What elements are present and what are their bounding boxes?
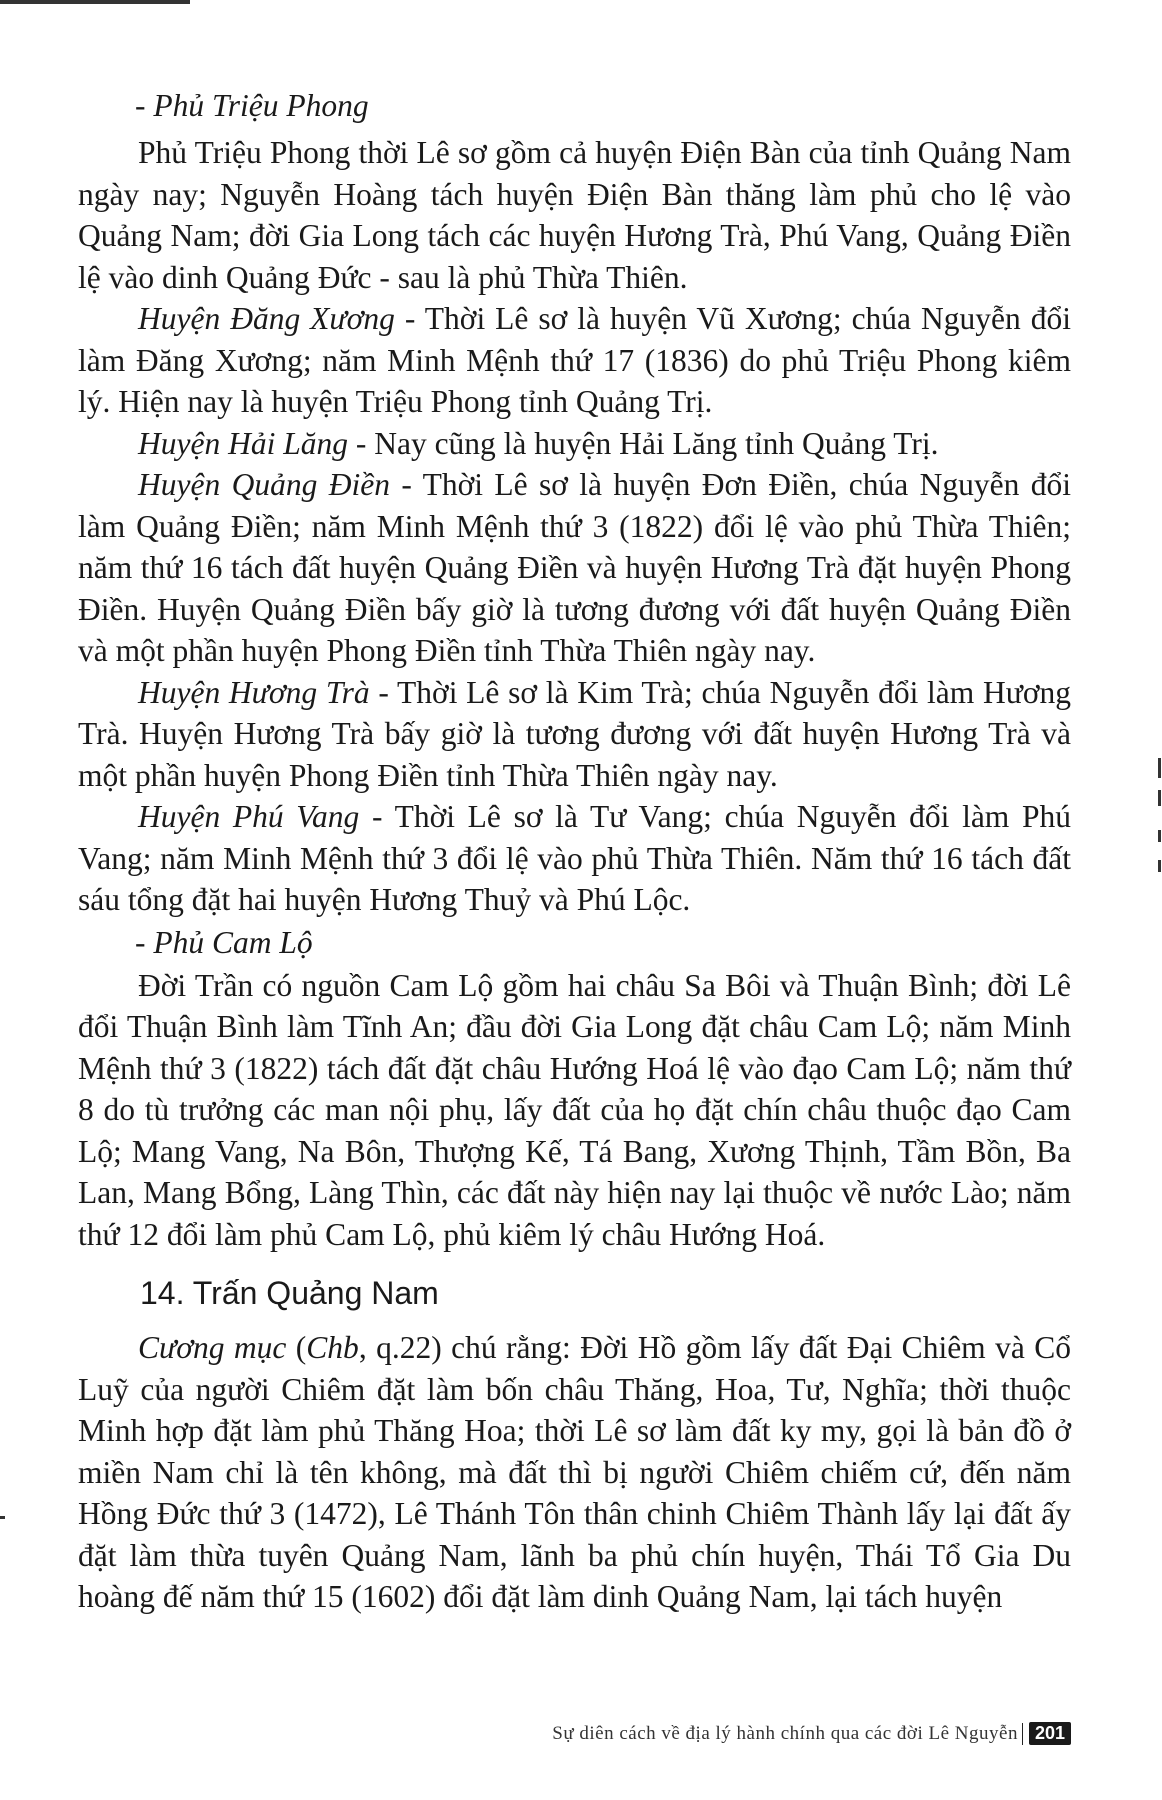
district-text: - Thời Lê sơ là Tư Vang; chúa Nguyễn đổi làm Phú Vang; năm Minh Mệnh thứ 3 đổi lệ vào phủ Thừa Thiên. Năm thứ 16 tách đất sáu tổng đặt hai huyện Hương Thuỷ và Phú Lộc. <box>78 799 1071 917</box>
paragraph-trieu-phong: Phủ Triệu Phong thời Lê sơ gồm cả huyện Điện Bàn của tỉnh Quảng Nam ngày nay; Nguyễn Hoàng tách huyện Điện Bàn thăng làm phủ cho lệ vào Quảng Nam; đời Gia Long tách các huyện Hương Trà, Phú Vang, Quảng Điền lệ vào dinh Quảng Đức - sau là phủ Thừa Thiên. <box>78 135 1071 295</box>
running-title: Sự diên cách về địa lý hành chính qua các đời Lê Nguyễn <box>552 1723 1023 1745</box>
district-quang-dien <box>78 464 1071 672</box>
edge-mark <box>1158 790 1161 806</box>
edge-mark <box>0 1516 5 1519</box>
district-name: Huyện Phú Vang <box>138 799 360 834</box>
page-footer <box>552 1722 1071 1745</box>
paragraph-cam-lo: Đời Trần có nguồn Cam Lộ gồm hai châu Sa Bôi và Thuận Bình; đời Lê đổi Thuận Bình làm Tĩnh An; đầu đời Gia Long đặt châu Cam Lộ; năm Minh Mệnh thứ 3 (1822) tách đất đặt châu Hướng Hoá lệ vào đạo Cam Lộ; năm thứ 8 do tù trưởng các man nội phụ, lấy đất của họ đặt chín châu thuộc đạo Cam Lộ; Mang Vang, Na Bôn, Thượng Kế, Tá Bang, Xương Thịnh, Tầm Bồn, Ba Lan, Mang Bổng, Làng Thìn, các đất này hiện nay lại thuộc về nước Lào; năm thứ 12 đổi làm phủ Cam Lộ, phủ kiêm lý châu Hướng Hoá. <box>78 967 1071 1252</box>
district-hai-lang <box>78 423 1071 465</box>
source-title: Cương mục <box>138 1330 287 1365</box>
district-text: - Thời Lê sơ là Kim Trà; chúa Nguyễn đổi làm Hương Trà. Huyện Hương Trà bấy giờ là tương đương với đất huyện Hương Trà và một phần huyện Phong Điền tỉnh Thừa Thiên ngày nay. <box>78 674 1071 793</box>
paragraph-quang-nam <box>78 1327 1071 1618</box>
district-huong-tra <box>78 672 1071 797</box>
district-text: - Nay cũng là huyện Hải Lăng tỉnh Quảng Trị. <box>347 425 939 461</box>
page-body <box>78 84 1071 1618</box>
district-text: - Thời Lê sơ là huyện Đơn Điền, chúa Nguyễn đổi làm Quảng Điền; năm Minh Mệnh thứ 3 (1822) đổi lệ vào phủ Thừa Thiên; năm thứ 16 tách đất huyện Quảng Điền và huyện Hương Trà đặt huyện Phong Điền. Huyện Quảng Điền bấy giờ là tương đương với đất huyện Quảng Điền và một phần huyện Phong Điền tỉnh Thừa Thiên ngày nay. <box>78 467 1071 668</box>
district-dang-xuong <box>78 298 1071 423</box>
district-phu-vang <box>78 796 1071 921</box>
prefecture-heading-trieu-phong: - Phủ Triệu Phong <box>135 88 369 123</box>
edge-mark <box>1158 830 1161 842</box>
source-abbr: Chb <box>306 1330 359 1365</box>
edge-mark <box>1158 758 1161 778</box>
edge-mark <box>1158 860 1161 872</box>
top-rule <box>0 0 190 4</box>
district-name: Huyện Hải Lăng <box>138 425 348 461</box>
district-name: Huyện Quảng Điền <box>138 467 390 502</box>
section-heading-quang-nam: 14. Trấn Quảng Nam <box>140 1275 439 1311</box>
page-number: 201 <box>1029 1722 1071 1745</box>
paragraph-text: , q.22) chú rằng: Đời Hồ gồm lấy đất Đại Chiêm và Cổ Luỹ của người Chiêm đặt làm bốn châu Thăng, Hoa, Tư, Nghĩa; thời thuộc Minh hợp đặt làm phủ Thăng Hoa; thời Lê sơ làm đất ky my, gọi là bản đồ ở miền Nam chỉ là tên không, mà đất thì bị người Chiêm chiếm cứ, đến năm Hồng Đức thứ 3 (1472), Lê Thánh Tôn thân chinh Chiêm Thành lấy lại đất ấy đặt làm thừa tuyên Quảng Nam, lãnh ba phủ chín huyện, Thái Tổ Gia Du hoàng đế năm thứ 15 (1602) đổi đặt làm dinh Quảng Nam, lại tách huyện <box>78 1330 1071 1614</box>
source-paren: ( <box>286 1330 307 1365</box>
district-name: Huyện Hương Trà <box>138 674 370 710</box>
prefecture-heading-cam-lo: - Phủ Cam Lộ <box>135 924 313 960</box>
district-text: - Thời Lê sơ là huyện Vũ Xương; chúa Nguyễn đổi làm Đăng Xương; năm Minh Mệnh thứ 17 (1836) do phủ Triệu Phong kiêm lý. Hiện nay là huyện Triệu Phong tỉnh Quảng Trị. <box>78 301 1071 419</box>
district-name: Huyện Đăng Xương <box>138 301 395 336</box>
